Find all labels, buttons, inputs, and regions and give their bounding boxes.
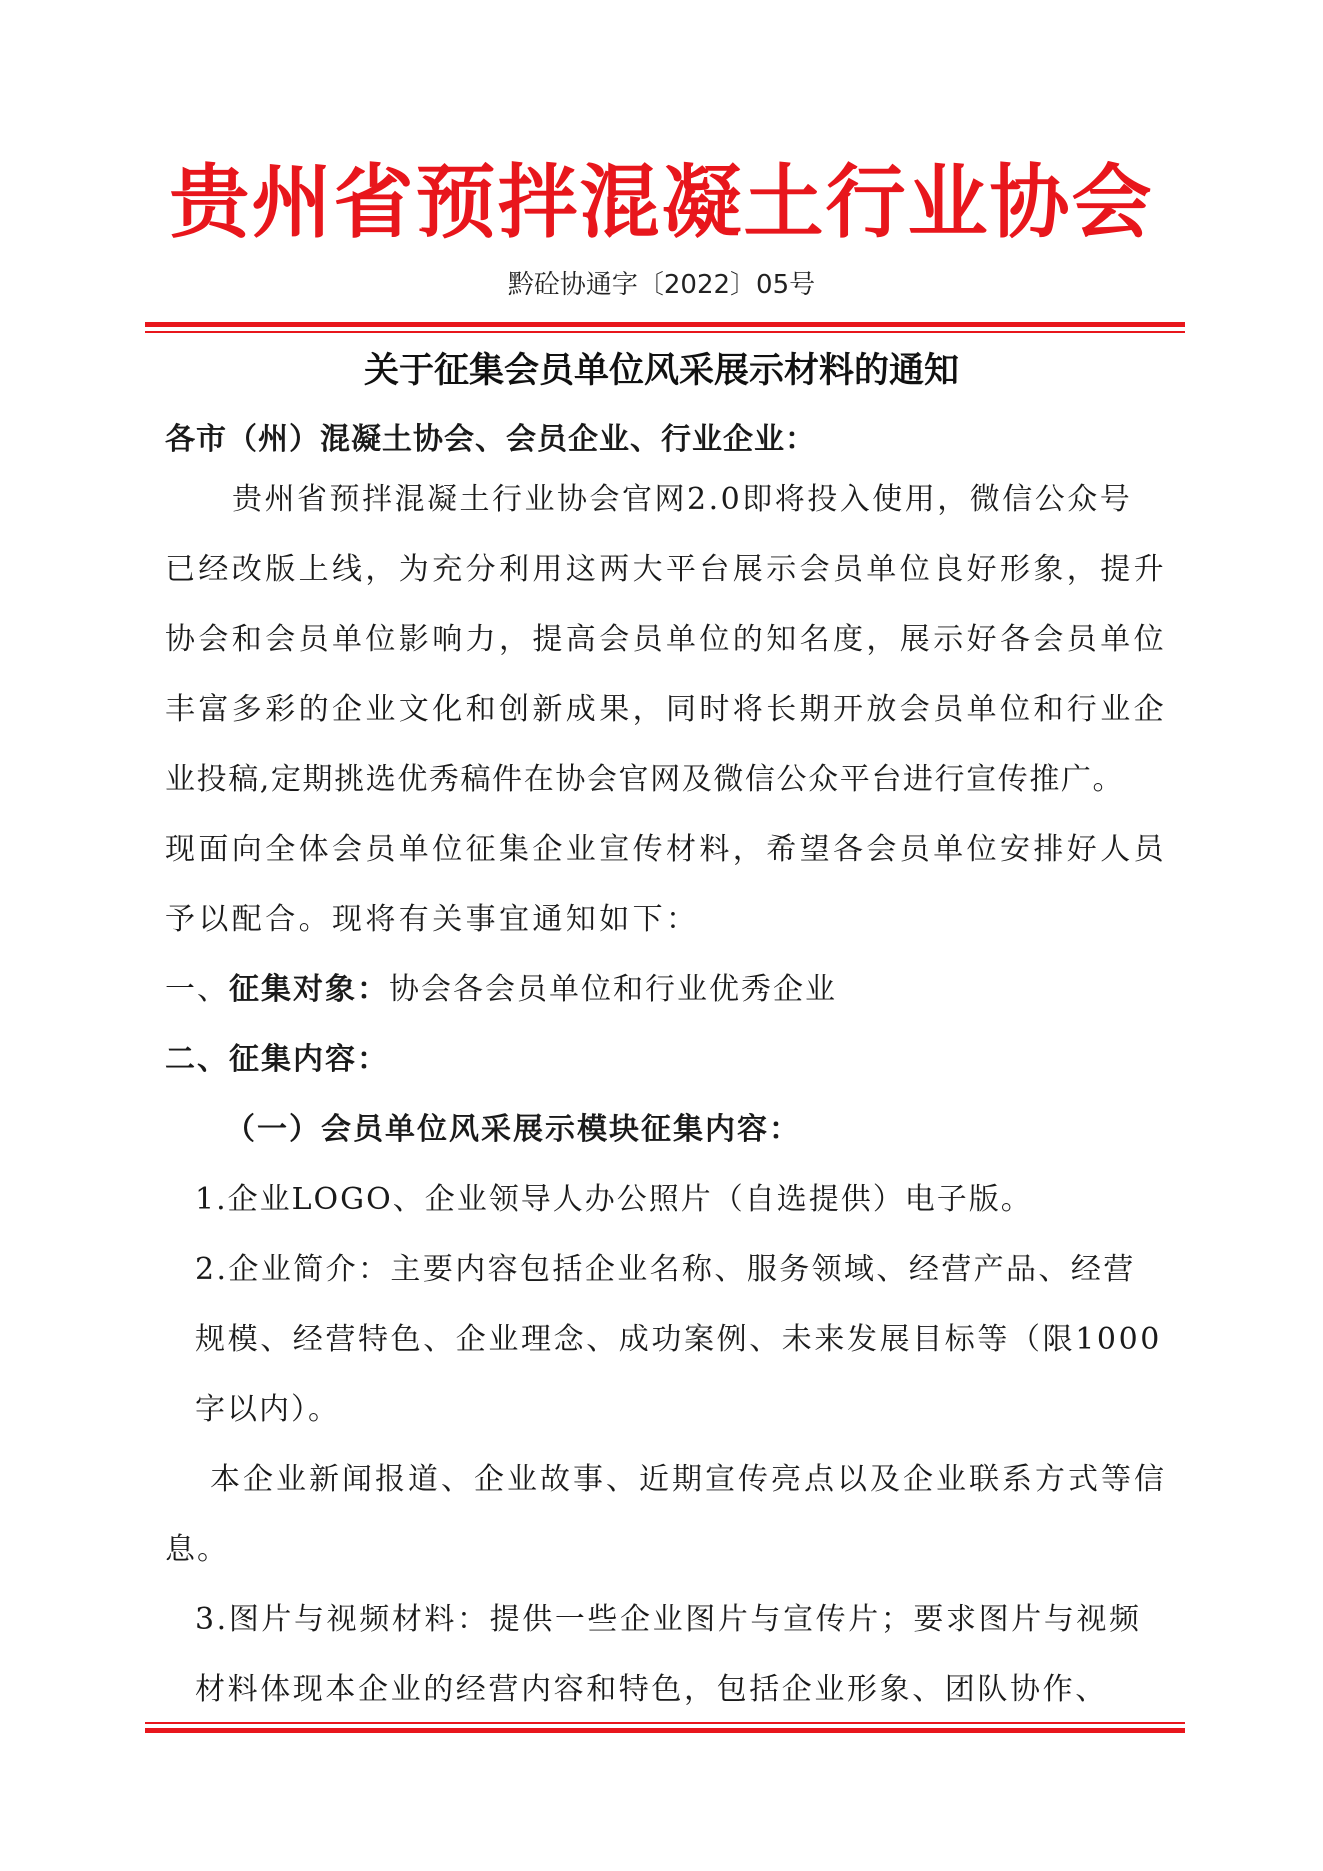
content-item-line: 1.企业LOGO、企业领导人办公照片（自选提供）电子版。 bbox=[195, 1182, 1033, 1217]
body-line: 丰富多彩的企业文化和创新成果，同时将长期开放会员单位和行业企 bbox=[165, 692, 1167, 727]
content-item-line: 本企业新闻报道、企业故事、近期宣传亮点以及企业联系方式等信 bbox=[210, 1462, 1167, 1497]
section1-prefix: 一、 bbox=[165, 972, 229, 1007]
body-line: 已经改版上线，为充分利用这两大平台展示会员单位良好形象，提升 bbox=[165, 552, 1167, 587]
letterhead-red-rule bbox=[145, 322, 1185, 333]
content-item-line: 字以内）。 bbox=[195, 1392, 340, 1427]
notice-title: 关于征集会员单位风采展示材料的通知 bbox=[363, 350, 959, 391]
content-item-line: 2.企业简介：主要内容包括企业名称、服务领域、经营产品、经营 bbox=[195, 1252, 1136, 1287]
section1-text: 协会各会员单位和行业优秀企业 bbox=[389, 972, 837, 1007]
content-item-line: 3.图片与视频材料：提供一些企业图片与宣传片；要求图片与视频 bbox=[195, 1602, 1142, 1637]
content-item-line: 规模、经营特色、企业理念、成功案例、未来发展目标等（限1000 bbox=[195, 1322, 1162, 1357]
body-line: 予以配合。现将有关事宜通知如下： bbox=[165, 902, 700, 937]
section1-label: 征集对象： bbox=[229, 972, 389, 1007]
section1-line bbox=[165, 970, 837, 1010]
document-number: 黔砼协通字〔2022〕05号 bbox=[507, 270, 816, 300]
body-line: 贵州省预拌混凝土行业协会官网2.0即将投入使用，微信公众号 bbox=[232, 482, 1133, 517]
body-line: 现面向全体会员单位征集企业宣传材料，希望各会员单位安排好人员 bbox=[165, 832, 1167, 867]
body-line: 协会和会员单位影响力，提高会员单位的知名度，展示好各会员单位 bbox=[165, 622, 1167, 657]
footer-red-rule bbox=[145, 1722, 1185, 1733]
section2-sub-heading: （一）会员单位风采展示模块征集内容： bbox=[225, 1112, 801, 1147]
content-item-line: 材料体现本企业的经营内容和特色，包括企业形象、团队协作、 bbox=[195, 1672, 1108, 1707]
section2-heading: 二、征集内容： bbox=[165, 1042, 389, 1077]
body-line: 业投稿,定期挑选优秀稿件在协会官网及微信公众平台进行宣传推广。 bbox=[165, 762, 1125, 797]
salutation: 各市（州）混凝土协会、会员企业、行业企业： bbox=[165, 422, 816, 457]
content-item-line: 息。 bbox=[165, 1532, 229, 1567]
letterhead-org-name: 贵州省预拌混凝土行业协会 bbox=[169, 155, 1154, 249]
